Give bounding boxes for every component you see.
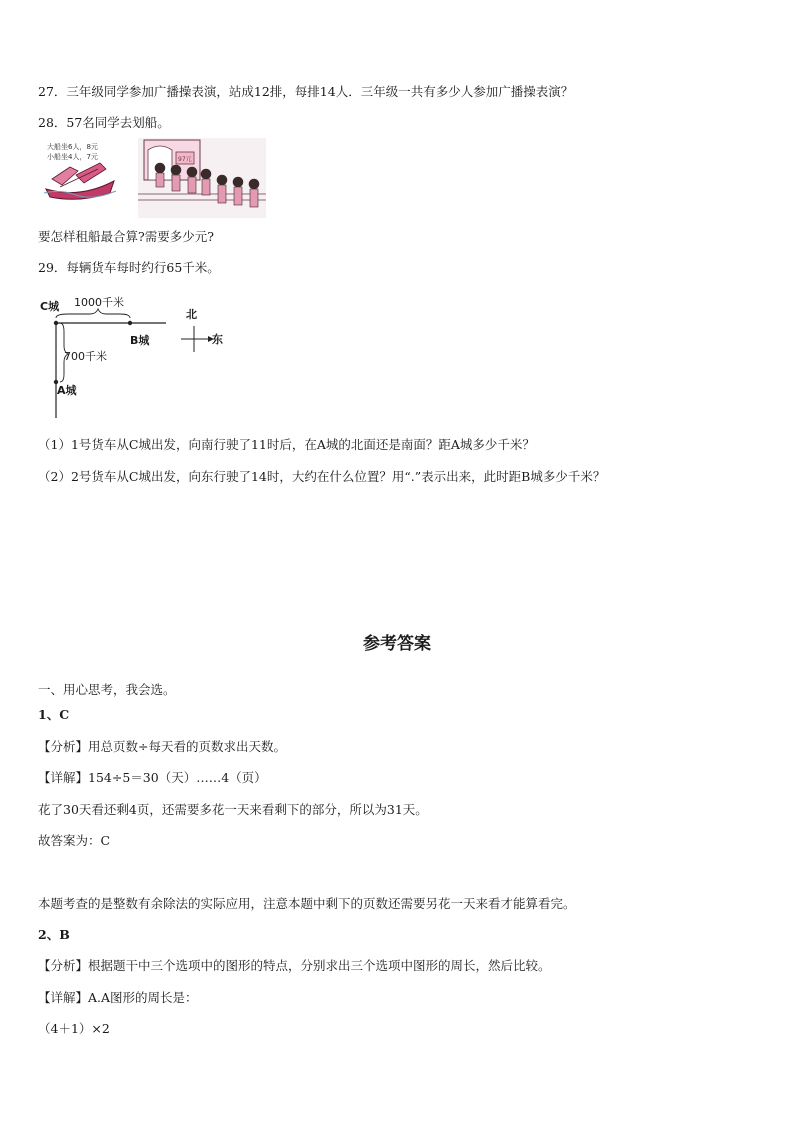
answer-1-analysis: 【分析】用总页数÷每天看的页数求出天数。 bbox=[38, 739, 286, 754]
answer-1-detail: 【详解】154÷5＝30（天）……4（页） bbox=[38, 770, 267, 785]
answer-1-note: 本题考查的是整数有余除法的实际应用，注意本题中剩下的页数还需要另花一天来看才能算看完。 bbox=[38, 896, 576, 911]
boat-illustration bbox=[40, 141, 120, 201]
answer-1: 1、C bbox=[38, 707, 70, 722]
answers-section-1: 一、用心思考，我会选。 bbox=[38, 682, 176, 697]
compass-north: 北 bbox=[186, 308, 197, 321]
b-city-label: B城 bbox=[130, 334, 150, 347]
question-28-prompt: 要怎样租船最合算?需要多少元? bbox=[38, 229, 214, 244]
boat-price-small: 小船坐4人，7元 bbox=[47, 153, 98, 161]
answer-2-analysis: 【分析】根据题干中三个选项中的图形的特点，分别求出三个选项中图形的周长，然后比较。 bbox=[38, 958, 551, 973]
answer-1-conclusion: 故答案为：C bbox=[38, 833, 111, 848]
answer-1-explanation: 花了30天看还剩4页，还需要多花一天来看剩下的部分，所以为31天。 bbox=[38, 802, 428, 817]
question-29-part-1: （1）1号货车从C城出发，向南行驶了11时后，在A城的北面还是南面？距A城多少千米？ bbox=[38, 437, 535, 452]
question-27: 27．三年级同学参加广播操表演，站成12排，每排14人．三年级一共有多少人参加广播操表演？ bbox=[38, 84, 574, 99]
answer-2: 2、B bbox=[38, 927, 70, 942]
distance-c-to-b: 1000千米 bbox=[74, 296, 124, 309]
a-city-label: A城 bbox=[57, 384, 77, 397]
question-28: 28．57名同学去划船。 bbox=[38, 115, 170, 130]
answer-2-formula: （4＋1）×2 bbox=[38, 1021, 110, 1036]
c-city-dot bbox=[54, 321, 58, 325]
answers-title: 参考答案 bbox=[363, 634, 431, 654]
distance-c-to-a: 700千米 bbox=[64, 350, 107, 363]
question-29: 29．每辆货车每时约行65千米。 bbox=[38, 260, 220, 275]
compass-east: 东 bbox=[212, 333, 223, 346]
answer-2-detail: 【详解】A.A图形的周长是： bbox=[38, 990, 198, 1005]
c-city-label: C城 bbox=[40, 300, 60, 313]
boat-price-big: 大船坐6人，8元 bbox=[47, 143, 98, 151]
b-city-dot bbox=[128, 321, 132, 325]
booth-sign: 97元 bbox=[178, 156, 192, 163]
question-29-part-2: （2）2号货车从C城出发，向东行驶了14时，大约在什么位置？用“.”表示出来，此时距B城多少千米？ bbox=[38, 469, 606, 484]
city-map bbox=[38, 290, 248, 420]
children-at-ticket-booth-illustration bbox=[138, 138, 266, 218]
